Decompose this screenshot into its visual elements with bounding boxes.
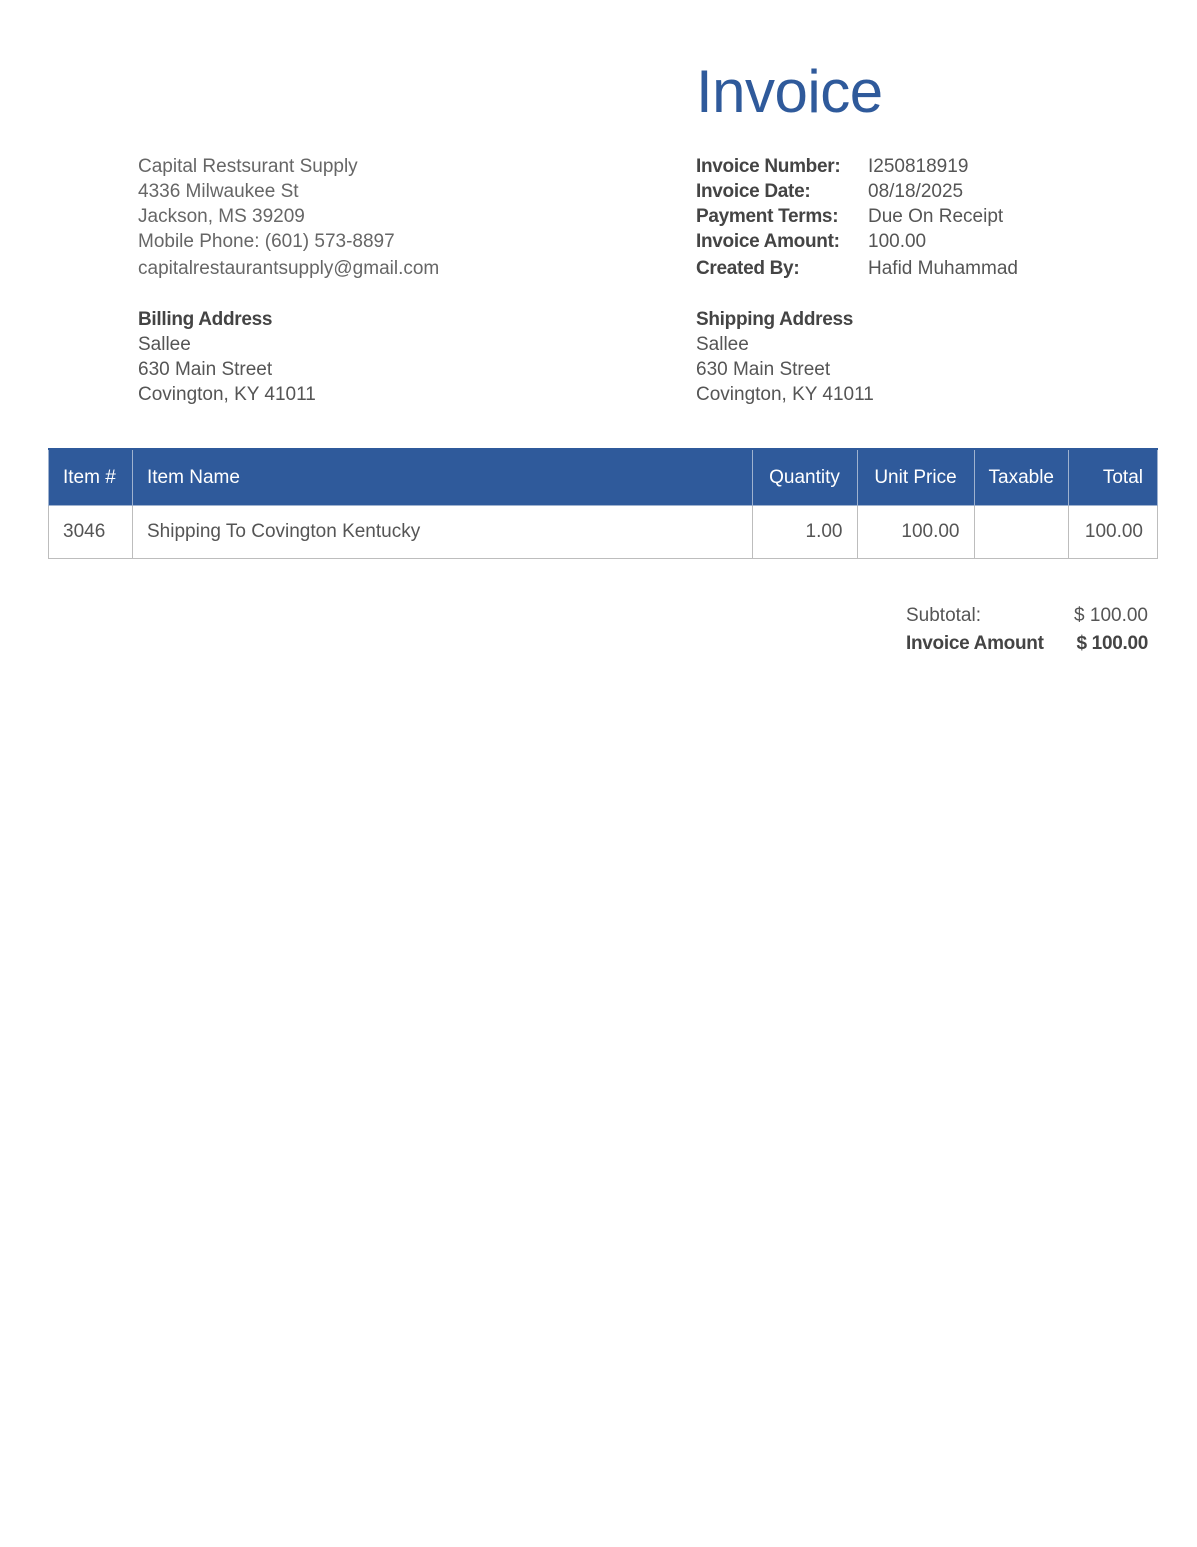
billing-city-state-zip: Covington, KY 41011: [138, 384, 316, 405]
billing-address: [138, 307, 316, 407]
grand-total-row: [906, 630, 1148, 658]
cell-item-number: 3046: [49, 506, 133, 559]
seller-info: [138, 154, 439, 281]
header-quantity: Quantity: [752, 449, 857, 506]
header-taxable: Taxable: [974, 449, 1069, 506]
invoice-number-label: Invoice Number:: [696, 156, 841, 177]
invoice-date-row: [696, 179, 1018, 204]
billing-name: Sallee: [138, 334, 191, 355]
seller-name: Capital Restsurant Supply: [138, 156, 358, 177]
header-item-name: Item Name: [133, 449, 753, 506]
billing-street: 630 Main Street: [138, 359, 273, 380]
invoice-meta: [696, 154, 1018, 281]
totals-summary: [906, 602, 1148, 658]
invoice-amount-value: 100.00: [868, 231, 927, 252]
payment-terms-label: Payment Terms:: [696, 206, 839, 227]
invoice-number-row: [696, 154, 1018, 179]
seller-email: capitalrestaurantsupply@gmail.com: [138, 258, 440, 279]
grand-total-label: Invoice Amount: [906, 633, 1044, 654]
invoice-amount-row: [696, 229, 1018, 254]
shipping-name: Sallee: [696, 334, 749, 355]
items-table: [48, 448, 1158, 559]
grand-total-value: $ 100.00: [1076, 633, 1148, 654]
cell-taxable: [974, 506, 1069, 559]
shipping-address: [696, 307, 874, 407]
subtotal-row: [906, 602, 1148, 630]
created-by-value: Hafid Muhammad: [868, 258, 1018, 279]
table-row: [49, 506, 1158, 559]
shipping-city-state-zip: Covington, KY 41011: [696, 384, 874, 405]
seller-city-state-zip: Jackson, MS 39209: [138, 206, 305, 227]
cell-quantity: 1.00: [752, 506, 857, 559]
shipping-address-heading: Shipping Address: [696, 309, 854, 330]
items-header-row: [49, 449, 1158, 506]
subtotal-value: $ 100.00: [1074, 605, 1148, 626]
header-item-number: Item #: [49, 449, 133, 506]
subtotal-label: Subtotal:: [906, 605, 981, 626]
payment-terms-row: [696, 204, 1018, 229]
header-total: Total: [1069, 449, 1158, 506]
invoice-date-value: 08/18/2025: [868, 181, 964, 202]
shipping-street: 630 Main Street: [696, 359, 831, 380]
invoice-number-value: I250818919: [868, 156, 969, 177]
seller-street: 4336 Milwaukee St: [138, 181, 299, 202]
invoice-title: Invoice: [696, 58, 883, 125]
payment-terms-value: Due On Receipt: [868, 206, 1004, 227]
created-by-label: Created By:: [696, 258, 800, 279]
cell-unit-price: 100.00: [857, 506, 974, 559]
invoice-amount-label: Invoice Amount:: [696, 231, 840, 252]
seller-phone: Mobile Phone: (601) 573-8897: [138, 231, 395, 252]
cell-total: 100.00: [1069, 506, 1158, 559]
cell-item-name: Shipping To Covington Kentucky: [133, 506, 753, 559]
header-unit-price: Unit Price: [857, 449, 974, 506]
created-by-row: [696, 256, 1018, 281]
billing-address-heading: Billing Address: [138, 309, 273, 330]
invoice-date-label: Invoice Date:: [696, 181, 811, 202]
